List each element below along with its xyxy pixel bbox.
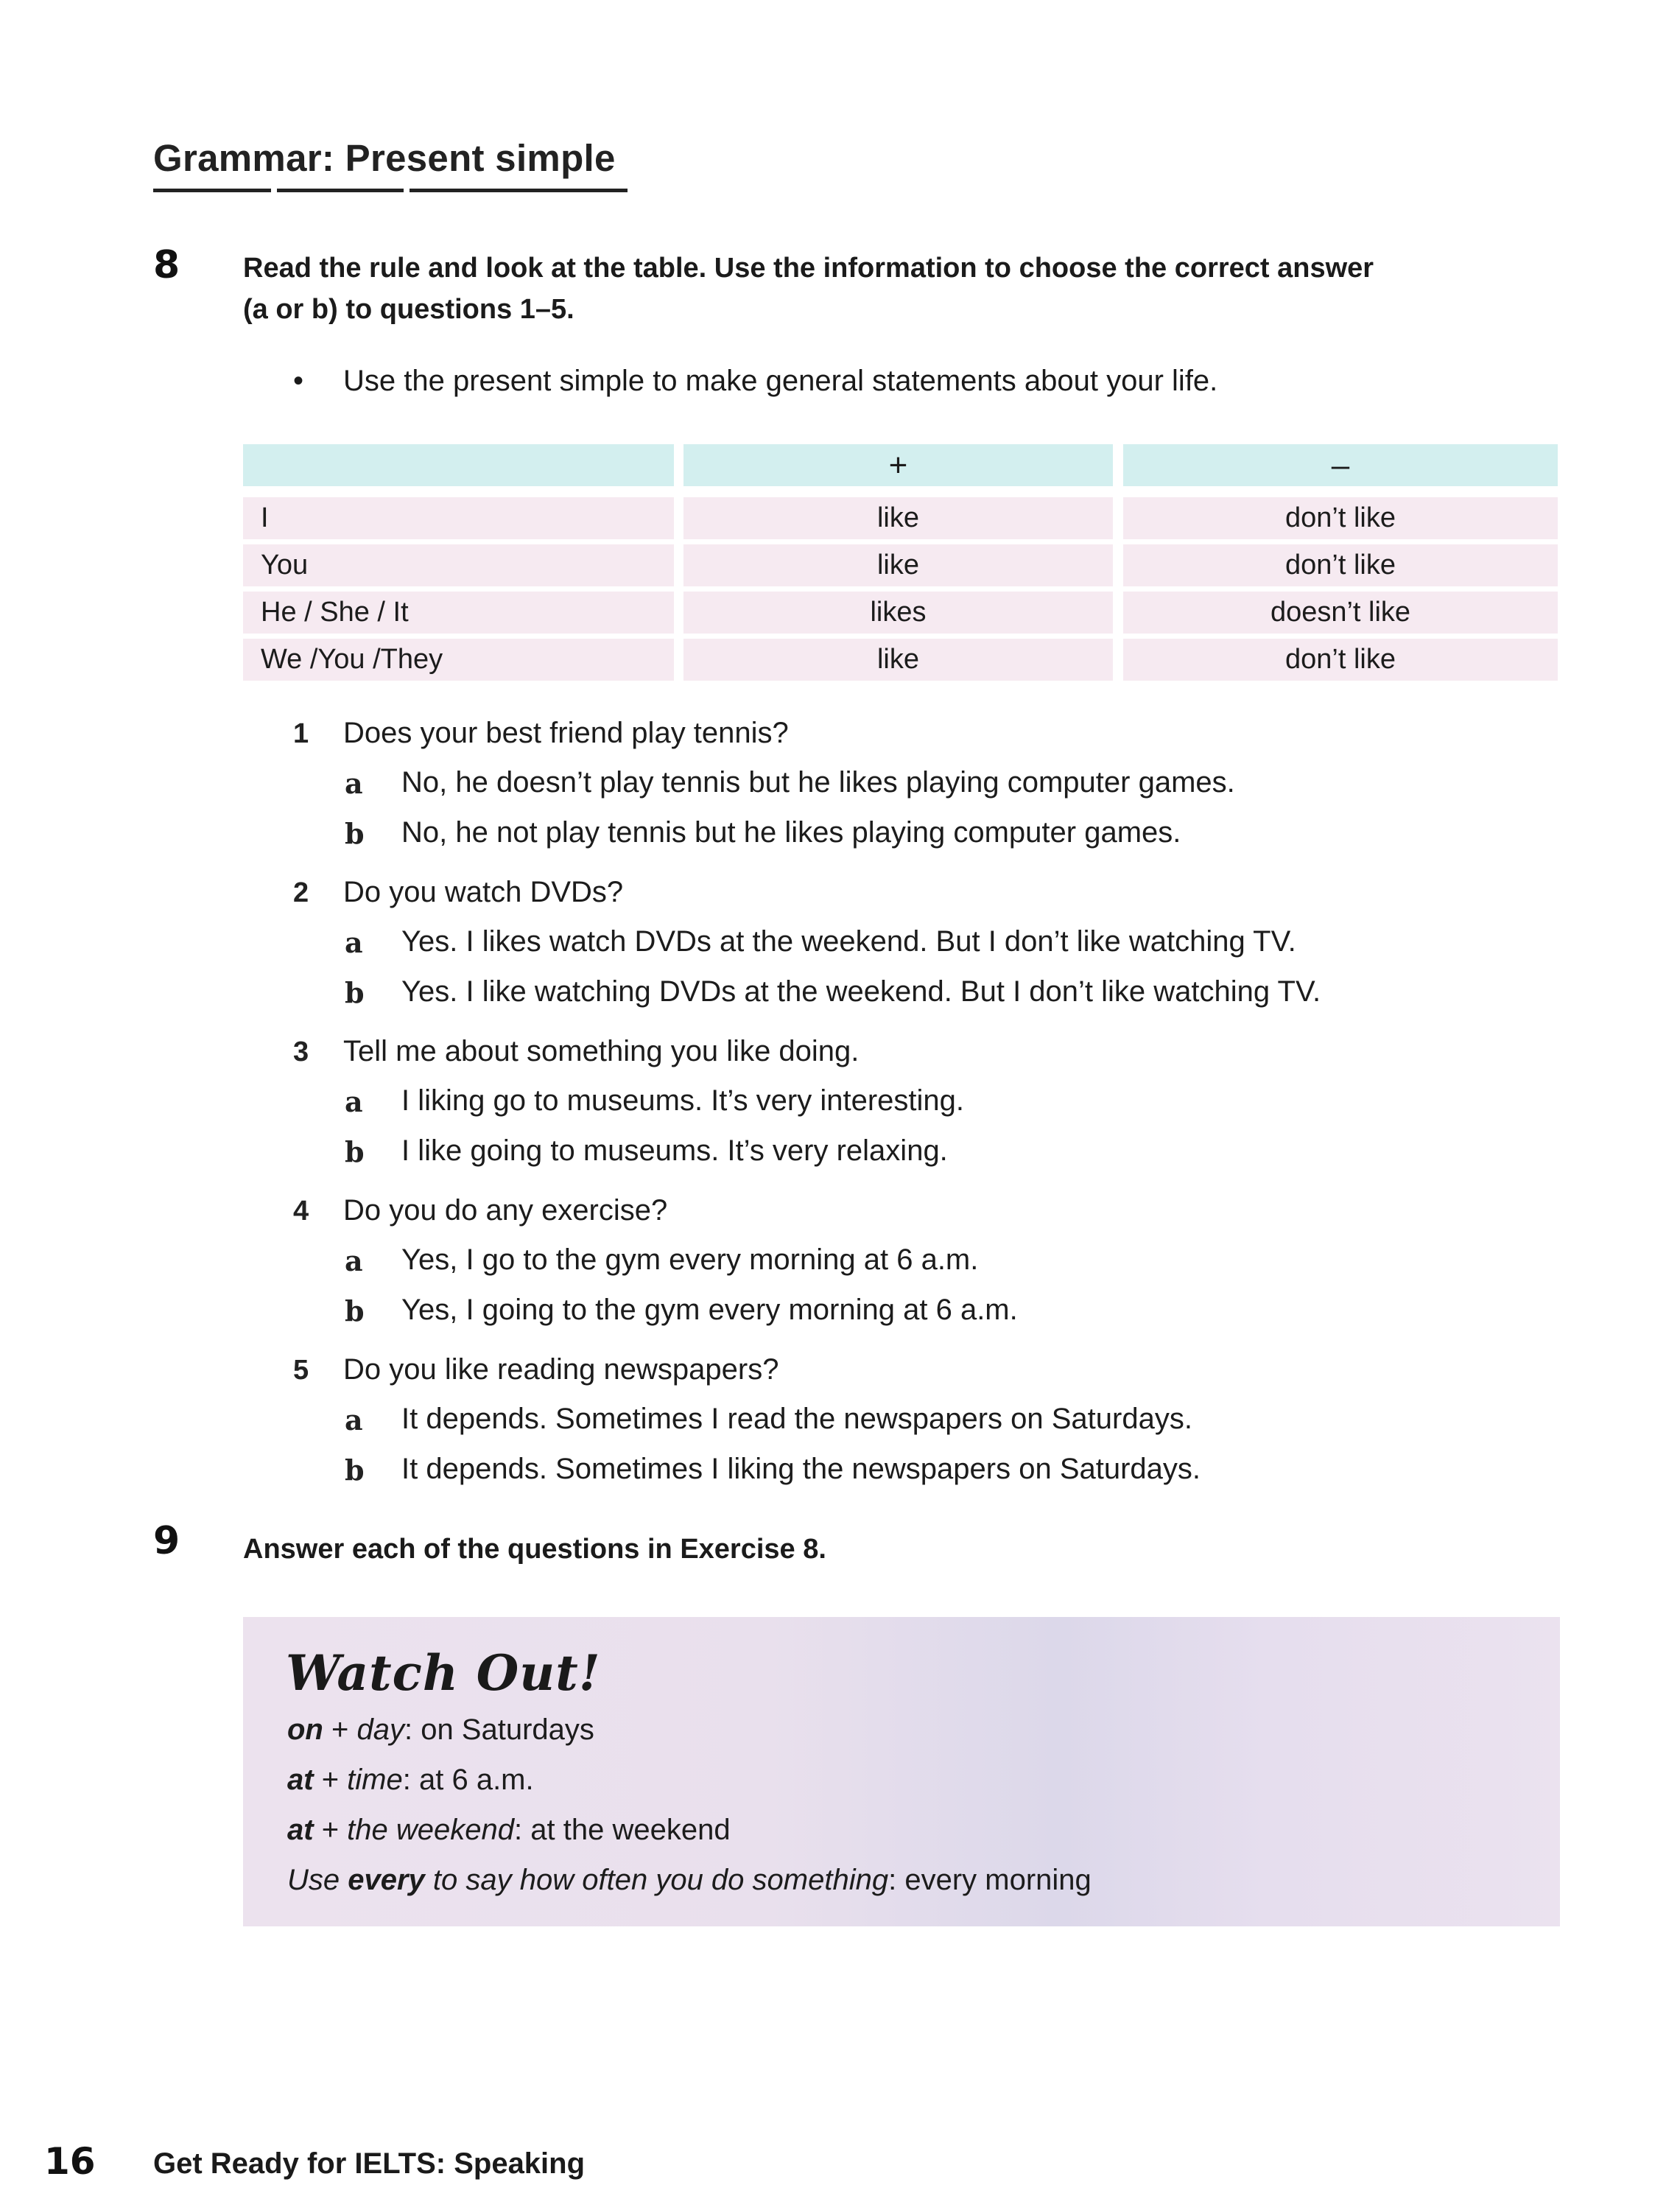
table-row <box>243 544 1558 586</box>
option-letter-b: b <box>345 1135 365 1168</box>
option-letter-b: b <box>345 1294 365 1327</box>
exercise-8-instruction <box>243 248 1374 330</box>
table-cell-positive: like <box>683 497 1113 539</box>
watch-key: on <box>287 1713 323 1746</box>
watch-key: every <box>348 1864 425 1896</box>
table-cell-positive: likes <box>683 592 1113 634</box>
watch-term: time <box>347 1764 403 1796</box>
watch-colon: : <box>404 1713 421 1746</box>
table-cell-subject: We /You /They <box>243 639 674 681</box>
option-letter-a: a <box>345 1085 363 1118</box>
table-row <box>243 639 1558 681</box>
watch-plus: + <box>313 1764 348 1796</box>
option-letter-b: b <box>345 1453 365 1487</box>
watch-out-line <box>287 1814 731 1847</box>
table-cell-subject: He / She / It <box>243 592 674 634</box>
table-row <box>243 592 1558 634</box>
rule-text: Use the present simple to make general statements about your life. <box>343 365 1218 397</box>
watch-key: at <box>287 1764 314 1796</box>
table-header-plus: + <box>683 444 1113 486</box>
table-cell-negative: don’t like <box>1123 497 1558 539</box>
page-number: 16 <box>44 2140 96 2183</box>
table-cell-subject: I <box>243 497 674 539</box>
table-cell-negative: doesn’t like <box>1123 592 1558 634</box>
watch-colon: : <box>514 1814 531 1846</box>
question-number: 5 <box>293 1355 309 1386</box>
option-a-text: It depends. Sometimes I read the newspapers on Saturdays. <box>401 1403 1192 1435</box>
question-number: 1 <box>293 718 309 749</box>
watch-example: on Saturdays <box>421 1713 594 1746</box>
watch-colon: : <box>888 1864 905 1896</box>
table-cell-negative: don’t like <box>1123 544 1558 586</box>
option-b-text: I like going to museums. It’s very relaxing. <box>401 1134 948 1167</box>
question-text: Does your best friend play tennis? <box>343 717 789 749</box>
section-title: Grammar: Present simple <box>153 137 616 179</box>
watch-term: day <box>356 1713 404 1746</box>
table-cell-positive: like <box>683 639 1113 681</box>
option-a-text: Yes. I likes watch DVDs at the weekend. But I don’t like watching TV. <box>401 925 1296 958</box>
instruction-line-1: Read the rule and look at the table. Use the information to choose the correct answer <box>243 253 1374 284</box>
watch-example: at 6 a.m. <box>418 1764 534 1796</box>
option-letter-a: a <box>345 926 363 959</box>
option-a-text: Yes, I go to the gym every morning at 6 a.m. <box>401 1243 979 1276</box>
table-header-row <box>243 444 1558 486</box>
table-cell-subject: You <box>243 544 674 586</box>
watch-colon: : <box>402 1764 419 1796</box>
exercise-9-instruction: Answer each of the questions in Exercise 8. <box>243 1534 826 1565</box>
table-row <box>243 497 1558 539</box>
watch-out-line <box>287 1864 1092 1897</box>
question-text: Do you like reading newspapers? <box>343 1353 779 1386</box>
option-b-text: Yes, I going to the gym every morning at 6 a.m. <box>401 1294 1018 1326</box>
watch-post: to say how often you do something <box>424 1864 889 1896</box>
book-title: Get Ready for IELTS: Speaking <box>153 2147 586 2180</box>
watch-example: at the weekend <box>530 1814 731 1846</box>
title-underline <box>153 189 628 192</box>
watch-term: the weekend <box>347 1814 515 1846</box>
exercise-8-number: 8 <box>153 243 180 287</box>
watch-key: at <box>287 1814 314 1846</box>
question-number: 2 <box>293 877 309 908</box>
option-letter-a: a <box>345 1403 363 1436</box>
question-text: Do you watch DVDs? <box>343 876 624 908</box>
option-letter-a: a <box>345 1244 363 1277</box>
watch-example: every morning <box>904 1864 1092 1896</box>
option-letter-a: a <box>345 767 363 800</box>
question-text: Tell me about something you like doing. <box>343 1035 860 1067</box>
watch-out-line <box>287 1764 534 1797</box>
question-number: 4 <box>293 1196 309 1227</box>
option-b-text: Yes. I like watching DVDs at the weekend. But I don’t like watching TV. <box>401 975 1321 1008</box>
option-letter-b: b <box>345 976 365 1009</box>
instruction-line-2: (a or b) to questions 1–5. <box>243 294 574 325</box>
watch-out-line <box>287 1713 594 1747</box>
table-cell-positive: like <box>683 544 1113 586</box>
option-a-text: No, he doesn’t play tennis but he likes playing computer games. <box>401 766 1235 799</box>
watch-out-title: Watch Out! <box>286 1644 601 1702</box>
option-a-text: I liking go to museums. It’s very interesting. <box>401 1084 965 1117</box>
watch-plus: + <box>313 1814 348 1846</box>
watch-pre: Use <box>287 1864 348 1896</box>
table-header-cell <box>243 444 674 486</box>
option-letter-b: b <box>345 817 365 850</box>
option-b-text: It depends. Sometimes I liking the newspapers on Saturdays. <box>401 1453 1201 1485</box>
exercise-9-number: 9 <box>153 1519 180 1563</box>
table-cell-negative: don’t like <box>1123 639 1558 681</box>
table-header-minus: – <box>1123 444 1558 486</box>
bullet-icon: • <box>293 365 304 397</box>
option-b-text: No, he not play tennis but he likes playing computer games. <box>401 816 1181 849</box>
question-number: 3 <box>293 1036 309 1067</box>
watch-plus: + <box>323 1713 357 1746</box>
question-text: Do you do any exercise? <box>343 1194 668 1227</box>
